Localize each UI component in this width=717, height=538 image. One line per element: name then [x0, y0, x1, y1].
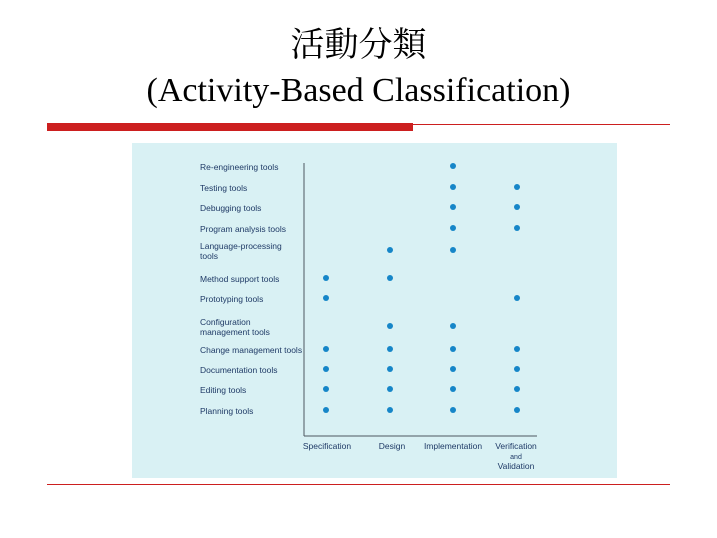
data-point [514, 366, 520, 372]
data-point [450, 247, 456, 253]
y-label-line: Prototyping tools [200, 294, 264, 304]
data-point [450, 386, 456, 392]
accent-rule-thin-bottom [47, 484, 670, 485]
y-label-line: Testing tools [200, 183, 248, 193]
data-point [450, 346, 456, 352]
data-point [323, 275, 329, 281]
x-label-line: Validation [497, 461, 535, 471]
data-point [450, 366, 456, 372]
chart-panel [132, 143, 617, 478]
data-point [514, 225, 520, 231]
data-point [323, 386, 329, 392]
y-label-line: tools [200, 251, 218, 261]
data-point [323, 407, 329, 413]
x-label-line: Verification [495, 441, 537, 451]
y-label-line: Program analysis tools [200, 224, 286, 234]
y-label-line: Documentation tools [200, 365, 278, 375]
x-label [379, 441, 406, 451]
data-point [450, 184, 456, 190]
data-point [450, 407, 456, 413]
y-axis-labels [200, 162, 302, 416]
data-point [514, 204, 520, 210]
data-point [514, 295, 520, 301]
y-label-line: Editing tools [200, 385, 247, 395]
data-point [387, 386, 393, 392]
y-label-line: Method support tools [200, 274, 280, 284]
x-axis-labels [303, 441, 537, 471]
data-point [323, 366, 329, 372]
y-label [200, 345, 302, 355]
data-point [387, 407, 393, 413]
data-point [387, 247, 393, 253]
x-label [303, 441, 351, 451]
y-label [200, 224, 286, 234]
title-chinese: 活動分類 [290, 25, 427, 65]
x-label-line: and [510, 454, 522, 461]
data-point [450, 163, 456, 169]
data-point [514, 346, 520, 352]
activity-classification-chart [132, 143, 617, 478]
data-point [387, 346, 393, 352]
y-label-line: Re-engineering tools [200, 162, 279, 172]
x-label [424, 441, 482, 451]
data-point [323, 346, 329, 352]
y-label [200, 203, 261, 213]
data-point [514, 386, 520, 392]
data-point [450, 323, 456, 329]
y-label [200, 365, 278, 375]
x-label [495, 441, 537, 471]
y-label [200, 406, 253, 416]
accent-rule-thick [47, 123, 413, 131]
y-label [200, 385, 246, 395]
y-label [200, 241, 282, 261]
data-point [514, 184, 520, 190]
data-point [450, 204, 456, 210]
y-label-line: Language-processing [200, 241, 282, 251]
x-label-line: Specification [302, 441, 352, 451]
data-point [514, 407, 520, 413]
y-label-line: management tools [200, 327, 270, 337]
accent-rule-thin-top [413, 124, 670, 125]
y-label-line: Debugging tools [200, 203, 262, 213]
y-label [200, 274, 279, 284]
slide-title [0, 22, 717, 114]
x-label-line: Design [378, 441, 406, 451]
y-label [200, 294, 263, 304]
title-english: (Activity-Based Classification) [146, 72, 571, 109]
y-label-line: Configuration [200, 317, 251, 327]
x-label-line: Implementation [423, 441, 483, 451]
y-label-line: Planning tools [200, 406, 254, 416]
data-point [323, 295, 329, 301]
data-point [387, 323, 393, 329]
y-label-line: Change management tools [200, 345, 303, 355]
y-label [200, 162, 278, 172]
data-point [387, 275, 393, 281]
data-points [323, 163, 520, 413]
y-label [200, 317, 270, 337]
data-point [450, 225, 456, 231]
data-point [387, 366, 393, 372]
y-label [200, 183, 247, 193]
